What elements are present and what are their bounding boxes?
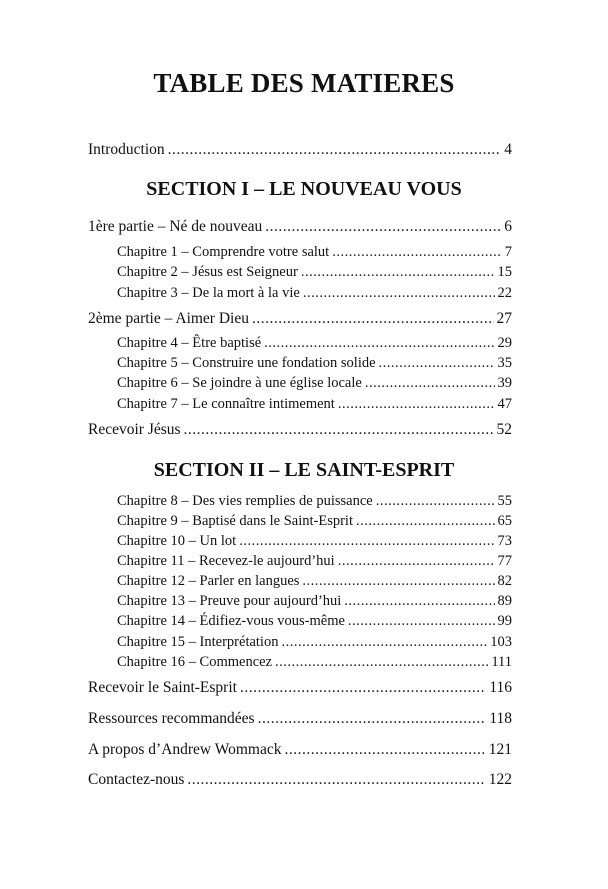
dot-leader (301, 262, 495, 282)
toc-entry-label: Introduction (88, 141, 165, 158)
toc-entry-label: Chapitre 9 – Baptisé dans le Saint-Esprit (117, 513, 353, 529)
toc-entry-chapter-11[interactable] (117, 551, 512, 571)
toc-entry-chapter-1[interactable] (117, 242, 512, 262)
toc-entry-part-1[interactable] (88, 217, 512, 237)
section-heading-1: SECTION I – LE NOUVEAU VOUS (146, 178, 462, 200)
toc-entry-chapter-3[interactable] (117, 283, 512, 303)
toc-entry-page: 29 (497, 335, 512, 351)
toc-entry-chapter-10[interactable] (117, 531, 512, 551)
toc-entry-label: Chapitre 3 – De la mort à la vie (117, 285, 300, 301)
toc-entry-label: Chapitre 11 – Recevez-le aujourd’hui (117, 553, 335, 569)
toc-entry-page: 118 (489, 710, 512, 727)
toc-entry-page: 111 (491, 654, 512, 670)
toc-entry-page: 22 (497, 285, 512, 301)
toc-entry-label: A propos d’Andrew Wommack (88, 741, 282, 758)
toc-entry-chapter-12[interactable] (117, 571, 512, 591)
toc-entry-chapter-8[interactable] (117, 491, 512, 511)
toc-entry-label: Chapitre 14 – Édifiez-vous vous-même (117, 613, 345, 629)
toc-entry-chapter-13[interactable] (117, 591, 512, 611)
dot-leader (265, 217, 501, 237)
toc-entry-label: Chapitre 12 – Parler en langues (117, 573, 300, 589)
toc-entry-page: 52 (496, 421, 512, 438)
toc-entry-page: 6 (504, 218, 512, 235)
dot-leader (240, 678, 486, 698)
dot-leader (344, 591, 494, 611)
toc-entry-page: 4 (504, 141, 512, 158)
toc-entry-label: Chapitre 1 – Comprendre votre salut (117, 244, 330, 260)
dot-leader (239, 531, 494, 551)
dot-leader (365, 373, 495, 393)
toc-entry-ressources[interactable] (88, 709, 512, 729)
toc-entry-contactez-nous[interactable] (88, 770, 512, 790)
toc-entry-chapter-9[interactable] (117, 511, 512, 531)
dot-leader (376, 491, 495, 511)
dot-leader (356, 511, 495, 531)
toc-entry-recevoir-saint-esprit[interactable] (88, 678, 512, 698)
toc-entry-page: 55 (497, 493, 512, 509)
toc-entry-chapter-7[interactable] (117, 394, 512, 414)
toc-entry-label: Chapitre 16 – Commencez (117, 654, 273, 670)
toc-entry-page: 122 (488, 771, 512, 788)
toc-entry-chapter-16[interactable] (117, 652, 512, 672)
toc-entry-part-2[interactable] (88, 309, 512, 329)
dot-leader (284, 740, 485, 760)
toc-entry-a-propos[interactable] (88, 740, 512, 760)
dot-leader (184, 420, 494, 440)
dot-leader (187, 770, 485, 790)
toc-entry-page: 73 (497, 533, 512, 549)
toc-entry-page: 99 (497, 613, 512, 629)
page-title: TABLE DES MATIERES (153, 68, 455, 98)
toc-entry-label: Contactez-nous (88, 771, 185, 788)
toc-entry-label: Chapitre 8 – Des vies remplies de puissance (117, 493, 373, 509)
dot-leader (281, 632, 487, 652)
toc-entry-label: Recevoir Jésus (88, 421, 181, 438)
toc-entry-label: Ressources recommandées (88, 710, 255, 727)
toc-entry-page: 89 (497, 593, 512, 609)
toc-entry-page: 82 (497, 573, 512, 589)
toc-entry-label: Recevoir le Saint-Esprit (88, 679, 237, 696)
toc-entry-chapter-6[interactable] (117, 373, 512, 393)
toc-entry-page: 27 (496, 310, 512, 327)
toc-entry-chapter-15[interactable] (117, 632, 512, 652)
toc-entry-recevoir-jesus[interactable] (88, 420, 512, 440)
dot-leader (338, 551, 495, 571)
toc-entry-chapter-14[interactable] (117, 611, 512, 631)
toc-entry-label: Chapitre 5 – Construire une fondation solide (117, 355, 376, 371)
toc-entry-page: 121 (488, 741, 512, 758)
toc-entry-label: Chapitre 15 – Interprétation (117, 634, 279, 650)
toc-entry-page: 39 (497, 375, 512, 391)
toc-entry-label: 1ère partie – Né de nouveau (88, 218, 263, 235)
toc-entry-page: 116 (489, 679, 512, 696)
toc-entry-page: 103 (490, 634, 512, 650)
dot-leader (338, 394, 495, 414)
toc-entry-label: 2ème partie – Aimer Dieu (88, 310, 249, 327)
toc-entry-page: 35 (497, 355, 512, 371)
toc-entry-label: Chapitre 7 – Le connaître intimement (117, 396, 335, 412)
dot-leader (252, 309, 494, 329)
toc-entry-page: 7 (504, 244, 512, 260)
toc-entry-introduction[interactable] (88, 140, 512, 160)
toc-entry-chapter-4[interactable] (117, 333, 512, 353)
dot-leader (379, 353, 495, 373)
dot-leader (302, 571, 494, 591)
toc-entry-page: 47 (497, 396, 512, 412)
dot-leader (303, 283, 495, 303)
section-heading-2: SECTION II – LE SAINT-ESPRIT (153, 459, 455, 481)
toc-entry-label: Chapitre 6 – Se joindre à une église locale (117, 375, 362, 391)
toc-entry-label: Chapitre 4 – Être baptisé (117, 335, 262, 351)
dot-leader (348, 611, 495, 631)
toc-entry-chapter-5[interactable] (117, 353, 512, 373)
toc-entry-label: Chapitre 2 – Jésus est Seigneur (117, 264, 298, 280)
toc-entry-label: Chapitre 13 – Preuve pour aujourd’hui (117, 593, 342, 609)
toc-entry-page: 77 (497, 553, 512, 569)
toc-entry-label: Chapitre 10 – Un lot (117, 533, 237, 549)
dot-leader (168, 140, 502, 160)
dot-leader (258, 709, 487, 729)
toc-entry-page: 15 (497, 264, 512, 280)
dot-leader (275, 652, 488, 672)
toc-entry-page: 65 (497, 513, 512, 529)
toc-entry-chapter-2[interactable] (117, 262, 512, 282)
dot-leader (264, 333, 494, 353)
dot-leader (332, 242, 502, 262)
